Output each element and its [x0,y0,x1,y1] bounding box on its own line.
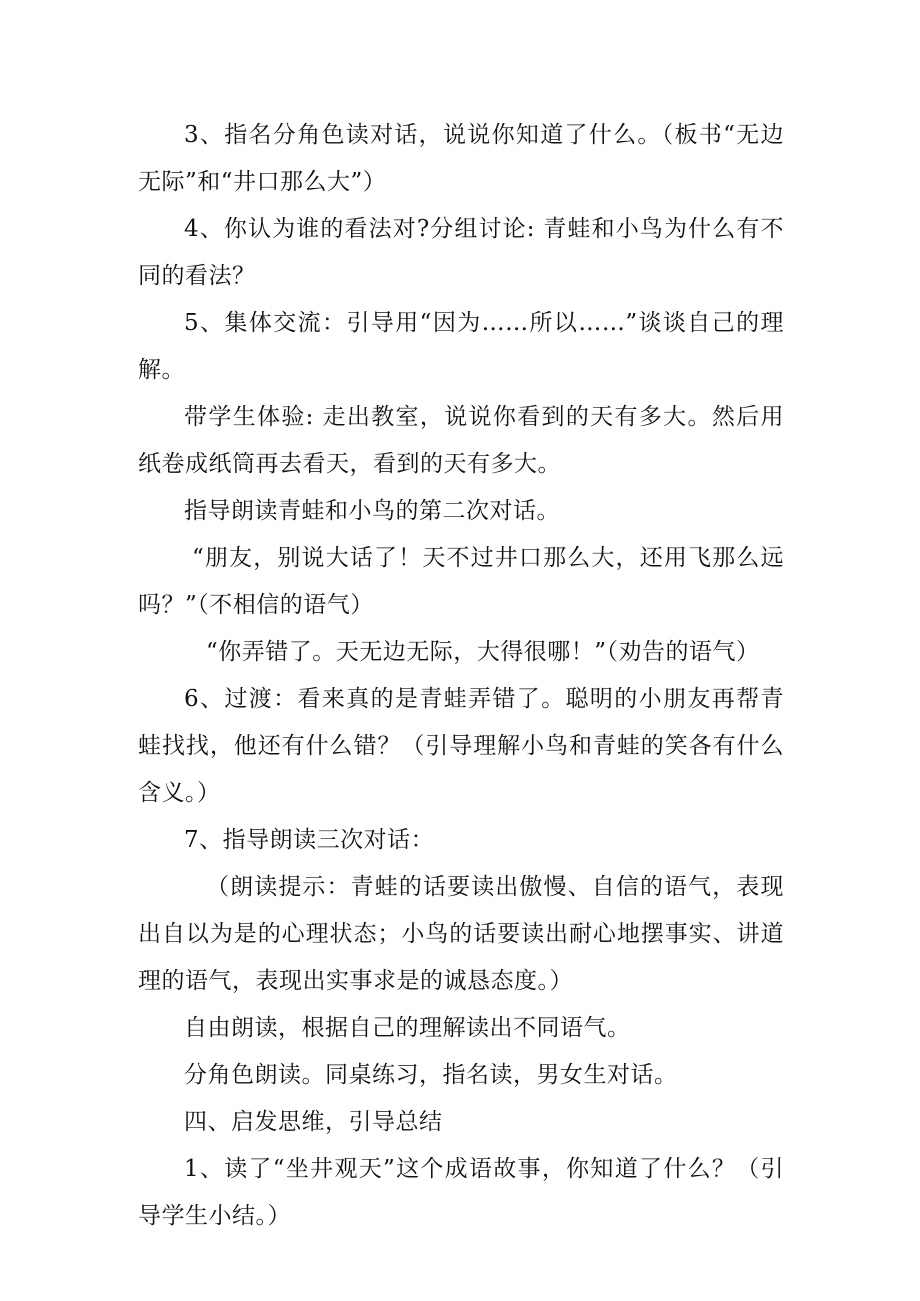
paragraph-free-reading: 自由朗读，根据自己的理解读出不同语气。 [184,1015,631,1041]
paragraph-step-6: 6、过渡：看来真的是青蛙弄错了。聪明的小朋友再帮青蛙找找，他还有什么错？（引导理解小鸟和青蛙的笑各有什么含义。） [138,686,784,806]
paragraph-bird-quote: “你弄错了。天无边无际，大得很哪！”（劝告的语气） [206,639,760,665]
paragraph-reading-tips: （朗读提示：青蛙的话要读出傲慢、自信的语气，表现出自以为是的心理状态；小鸟的话要读出耐心地摆事实、讲道理的语气，表现出实事求是的诚恳态度。） [138,874,784,994]
paragraph-step-4: 4、你认为谁的看法对?分组讨论: 青蛙和小鸟为什么有不同的看法？ [138,216,784,289]
paragraph-step-7: 7、指导朗读三次对话： [184,827,435,853]
document-body [138,112,784,1240]
paragraph-frog-quote: “朋友，别说大话了！天不过井口那么大，还用飞那么远吗？”（不相信的语气） [138,545,784,618]
paragraph-summary-step-1: 1、读了“坐井观天”这个成语故事，你知道了什么？（引导学生小结。） [138,1156,784,1229]
section-heading-four: 四、启发思维，引导总结 [184,1109,443,1135]
paragraph-step-5: 5、集体交流：引导用“因为……所以……”谈谈自己的理解。 [138,310,784,383]
paragraph-step-3: 3、指名分角色读对话，说说你知道了什么。（板书“无边无际”和“井口那么大”） [138,122,784,195]
paragraph-experience: 带学生体验: 走出教室，说说你看到的天有多大。然后用纸卷成纸筒再去看天，看到的天有多大。 [138,404,784,477]
paragraph-guide-reading: 指导朗读青蛙和小鸟的第二次对话。 [184,498,560,524]
paragraph-role-reading: 分角色朗读。同桌练习，指名读，男女生对话。 [184,1062,678,1088]
